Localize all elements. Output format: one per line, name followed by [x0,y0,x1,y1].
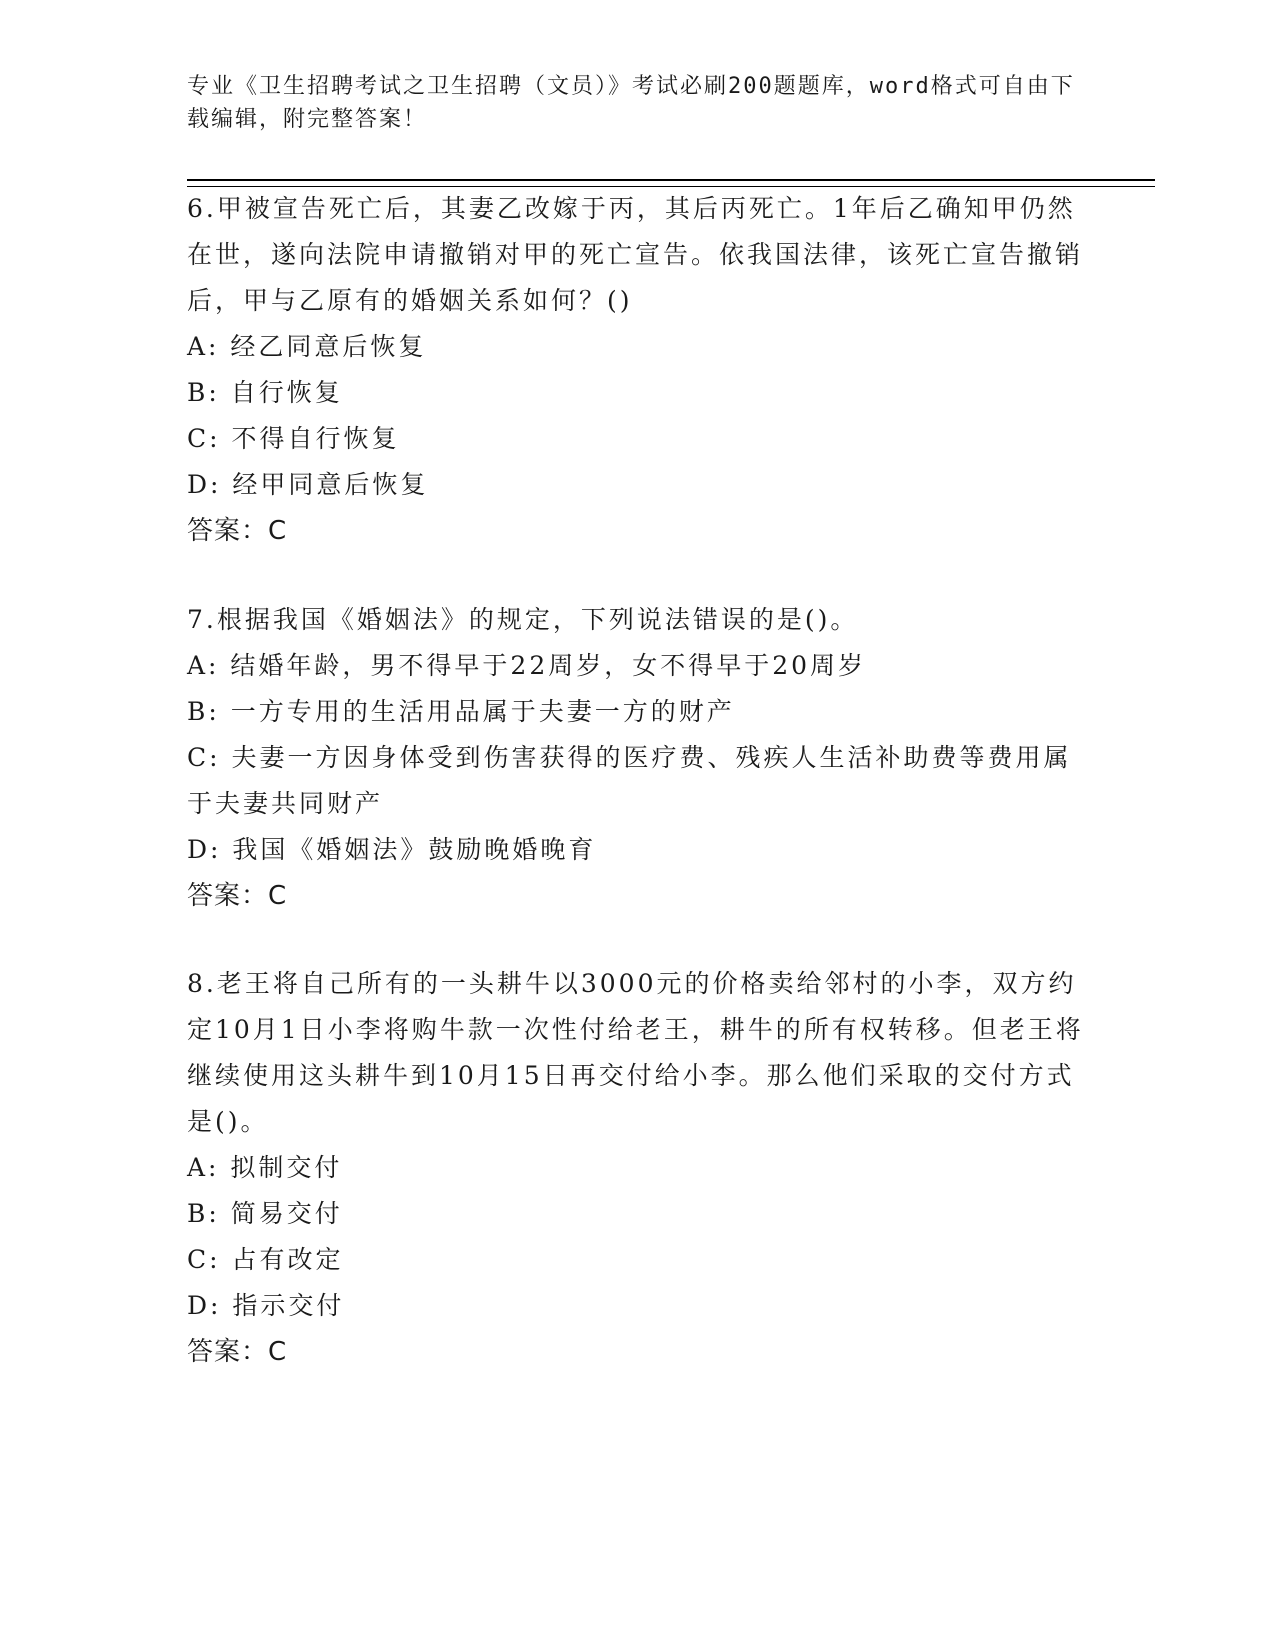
option-b: B: 一方专用的生活用品属于夫妻一方的财产 [187,697,735,726]
option-c: C: 占有改定 [187,1245,344,1274]
question-stem: 8.老王将自己所有的一头耕牛以3000元的价格卖给邻村的小李，双方约定10月1日小李将购牛款一次性付给老王，耕牛的所有权转移。但老王将继续使用这头耕牛到10月15日再交付给小李。那么他们采取的交付方式是()。 [187,969,1084,1136]
option-a: A: 经乙同意后恢复 [187,332,427,361]
question-6 [187,186,1087,554]
question-stem: 6.甲被宣告死亡后，其妻乙改嫁于丙，其后丙死亡。1年后乙确知甲仍然在世，遂向法院申请撤销对甲的死亡宣告。依我国法律，该死亡宣告撤销后，甲与乙原有的婚姻关系如何？() [187,194,1084,315]
option-b: B: 简易交付 [187,1199,343,1228]
answer: 答案：C [187,516,288,546]
option-c: C: 夫妻一方因身体受到伤害获得的医疗费、残疾人生活补助费等费用属于夫妻共同财产 [187,743,1072,818]
option-d: D: 经甲同意后恢复 [187,470,429,499]
answer: 答案：C [187,881,288,911]
option-d: D: 我国《婚姻法》鼓励晚婚晚育 [187,835,597,864]
option-a: A: 拟制交付 [187,1153,343,1182]
document-header: 专业《卫生招聘考试之卫生招聘（文员）》考试必刷200题题库，word格式可自由下载编辑，附完整答案！ [187,74,1075,132]
option-a: A: 结婚年龄，男不得早于22周岁，女不得早于20周岁 [187,651,867,680]
option-d: D: 指示交付 [187,1291,345,1320]
question-7 [187,597,1087,919]
question-stem: 7.根据我国《婚姻法》的规定，下列说法错误的是()。 [187,605,859,634]
header-divider [187,179,1155,181]
question-8 [187,961,1087,1375]
option-b: B: 自行恢复 [187,378,343,407]
answer: 答案：C [187,1337,288,1367]
option-c: C: 不得自行恢复 [187,424,400,453]
